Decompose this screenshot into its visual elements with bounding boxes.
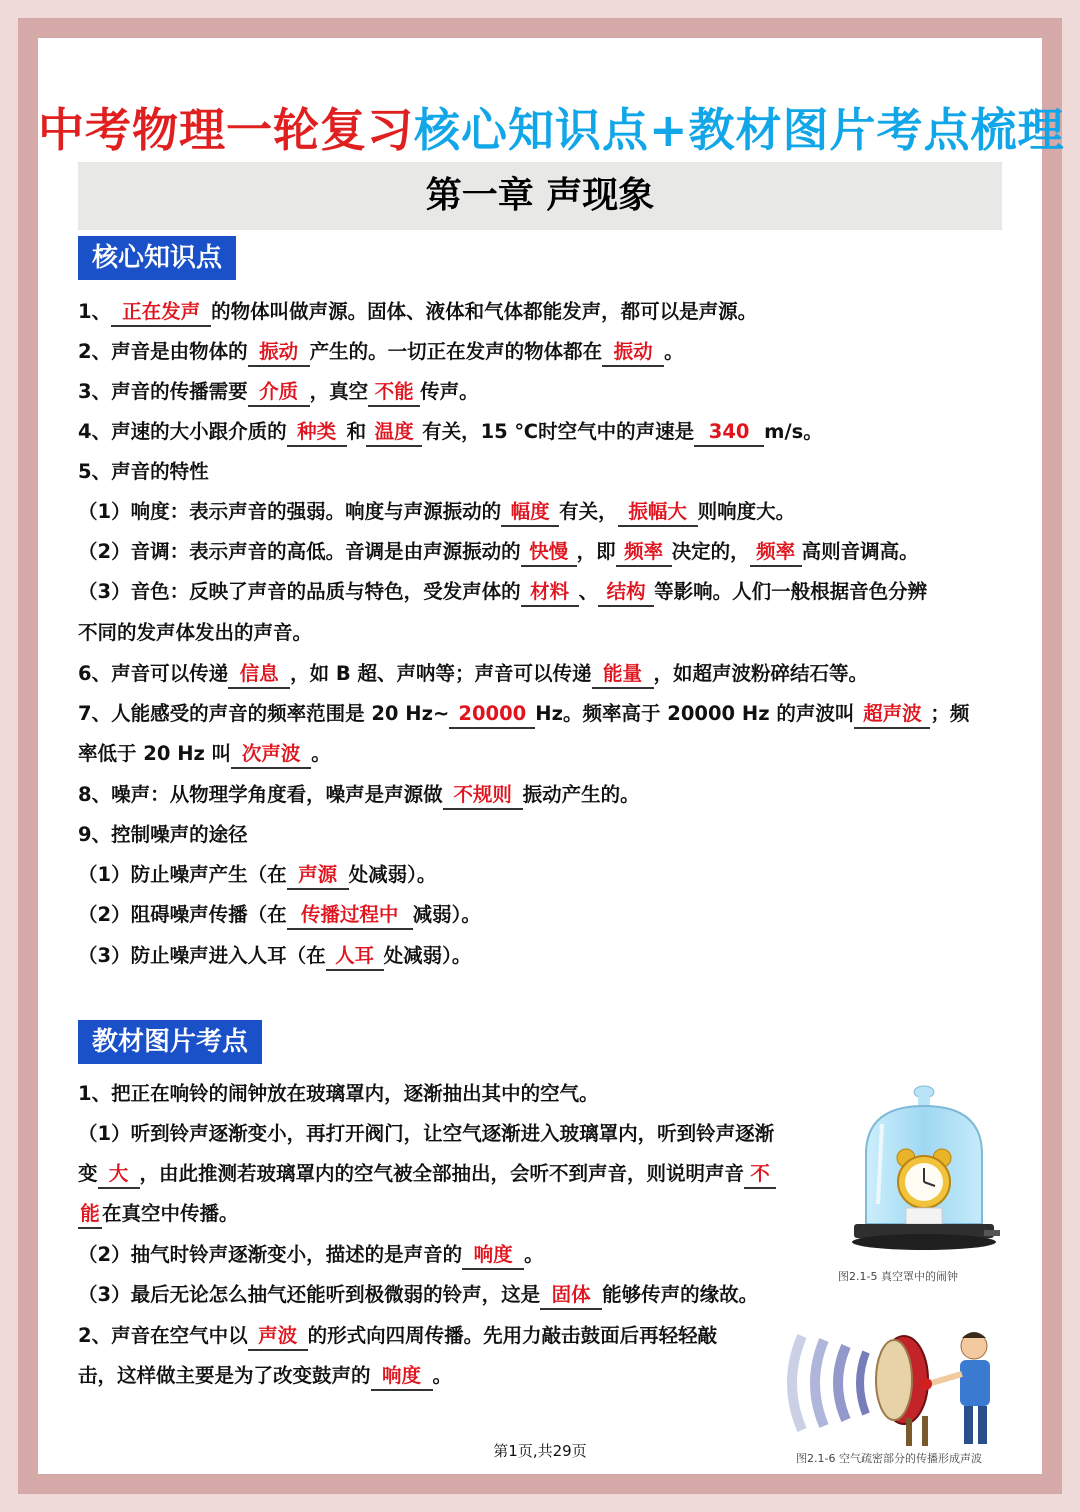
answer-blank: 不能 xyxy=(368,379,420,407)
answer-blank: 响度 xyxy=(462,1242,524,1270)
answer-blank: 声源 xyxy=(287,862,349,890)
answer-blank: 介质 xyxy=(248,379,310,407)
answer-blank: 信息 xyxy=(228,661,290,689)
answer-blank: 不 xyxy=(744,1161,776,1189)
document-title xyxy=(38,94,1065,160)
core-line-13: 8、噪声：从物理学角度看，噪声是声源做 不规则 振动产生的。 xyxy=(78,780,640,810)
core-line-11: 7、人能感受的声音的频率范围是 20 Hz~ 20000 Hz。频率高于 20000 Hz 的声波叫 超声波 ；频 xyxy=(78,699,969,729)
answer-blank: 振动 xyxy=(248,339,310,367)
answer-blank: 传播过程中 xyxy=(287,902,413,930)
figure-line-4: 能 在真空中传播。 xyxy=(78,1199,239,1229)
chapter-heading: 第一章 声现象 xyxy=(78,162,1002,230)
core-line-12: 率低于 20 Hz 叫 次声波 。 xyxy=(78,739,331,769)
drum-sound-wave-illustration xyxy=(782,1318,1022,1448)
answer-blank: 结构 xyxy=(598,579,654,607)
answer-blank: 种类 xyxy=(287,419,347,447)
answer-blank: 超声波 xyxy=(854,701,930,729)
core-line-16: （2）阻碍噪声传播（在 传播过程中 减弱）。 xyxy=(78,900,481,930)
document-page xyxy=(38,38,1065,1474)
core-line-3: 3、声音的传播需要 介质 ，真空 不能 传声。 xyxy=(78,377,479,407)
figure-line-8: 击，这样做主要是为了改变鼓声的 响度 。 xyxy=(78,1361,452,1391)
section-heading-figures: 教材图片考点 xyxy=(78,1020,262,1064)
core-line-10: 6、声音可以传递 信息 ，如 B 超、声呐等；声音可以传递 能量 ，如超声波粉碎结石等。 xyxy=(78,659,868,689)
core-line-4: 4、声速的大小跟介质的 种类 和 温度 有关，15 ℃时空气中的声速是 340 m/s。 xyxy=(78,417,823,447)
answer-blank: 20000 xyxy=(449,701,535,729)
core-line-9: 不同的发声体发出的声音。 xyxy=(78,621,313,644)
figure-line-7: 2、声音在空气中以 声波 的形式向四周传播。先用力敲击鼓面后再轻轻敲 xyxy=(78,1321,717,1351)
core-line-5: 5、声音的特性 xyxy=(78,460,209,483)
core-line-1: 1、 正在发声 的物体叫做声源。固体、液体和气体都能发声，都可以是声源。 xyxy=(78,297,757,327)
core-line-6: （1）响度：表示声音的强弱。响度与声源振动的 幅度 有关， 振幅大 则响度大。 xyxy=(78,497,795,527)
answer-blank: 幅度 xyxy=(501,499,559,527)
answer-blank: 固体 xyxy=(540,1282,602,1310)
answer-blank: 振幅大 xyxy=(618,499,698,527)
answer-blank: 声波 xyxy=(248,1323,308,1351)
figure-caption-1: 图2.1-5 真空罩中的闹钟 xyxy=(838,1270,958,1283)
answer-blank: 正在发声 xyxy=(111,299,211,327)
core-line-14: 9、控制噪声的途径 xyxy=(78,823,248,846)
bell-jar-clock-illustration xyxy=(844,1084,1004,1264)
answer-blank: 次声波 xyxy=(231,741,311,769)
answer-blank: 快慢 xyxy=(521,539,577,567)
figure-line-6: （3）最后无论怎么抽气还能听到极微弱的铃声，这是 固体 能够传声的缘故。 xyxy=(78,1280,758,1310)
page-number: 第1页,共29页 xyxy=(493,1442,587,1460)
core-line-8: （3）音色：反映了声音的品质与特色，受发声体的 材料 、 结构 等影响。人们一般根据音色分辨 xyxy=(78,577,927,607)
figure-line-5: （2）抽气时铃声逐渐变小，描述的是声音的 响度 。 xyxy=(78,1240,544,1270)
answer-blank: 能 xyxy=(78,1201,102,1229)
figure-caption-2: 图2.1-6 空气疏密部分的传播形成声波 xyxy=(796,1452,982,1465)
answer-blank: 人耳 xyxy=(326,943,384,971)
figure-line-3: 变 大 ，由此推测若玻璃罩内的空气被全部抽出，会听不到声音，则说明声音 不 xyxy=(78,1159,776,1189)
answer-blank: 温度 xyxy=(366,419,422,447)
answer-blank: 340 xyxy=(694,419,764,447)
answer-blank: 频率 xyxy=(750,539,802,567)
section-heading-core: 核心知识点 xyxy=(78,236,236,280)
figure-line-1: 1、把正在响铃的闹钟放在玻璃罩内，逐渐抽出其中的空气。 xyxy=(78,1082,599,1105)
core-line-2: 2、声音是由物体的 振动 产生的。一切正在发声的物体都在 振动 。 xyxy=(78,337,684,367)
answer-blank: 振动 xyxy=(602,339,664,367)
answer-blank: 大 xyxy=(98,1161,140,1189)
core-line-15: （1）防止噪声产生（在 声源 处减弱）。 xyxy=(78,860,436,890)
title-part-blue: 核心知识点+教材图片考点梳理 xyxy=(414,103,1065,157)
answer-blank: 能量 xyxy=(592,661,654,689)
figure-line-2: （1）听到铃声逐渐变小，再打开阀门，让空气逐渐进入玻璃罩内，听到铃声逐渐 xyxy=(78,1122,775,1145)
answer-blank: 材料 xyxy=(521,579,579,607)
answer-blank: 响度 xyxy=(371,1363,433,1391)
title-part-red: 中考物理一轮复习 xyxy=(38,103,414,157)
answer-blank: 频率 xyxy=(616,539,672,567)
answer-blank: 不规则 xyxy=(443,782,523,810)
core-line-17: （3）防止噪声进入人耳（在 人耳 处减弱）。 xyxy=(78,941,471,971)
bell-jar-figure xyxy=(838,1084,1004,1284)
core-line-7: （2）音调：表示声音的高低。音调是由声源振动的 快慢 ，即 频率 决定的， 频率 高则音调高。 xyxy=(78,537,919,567)
